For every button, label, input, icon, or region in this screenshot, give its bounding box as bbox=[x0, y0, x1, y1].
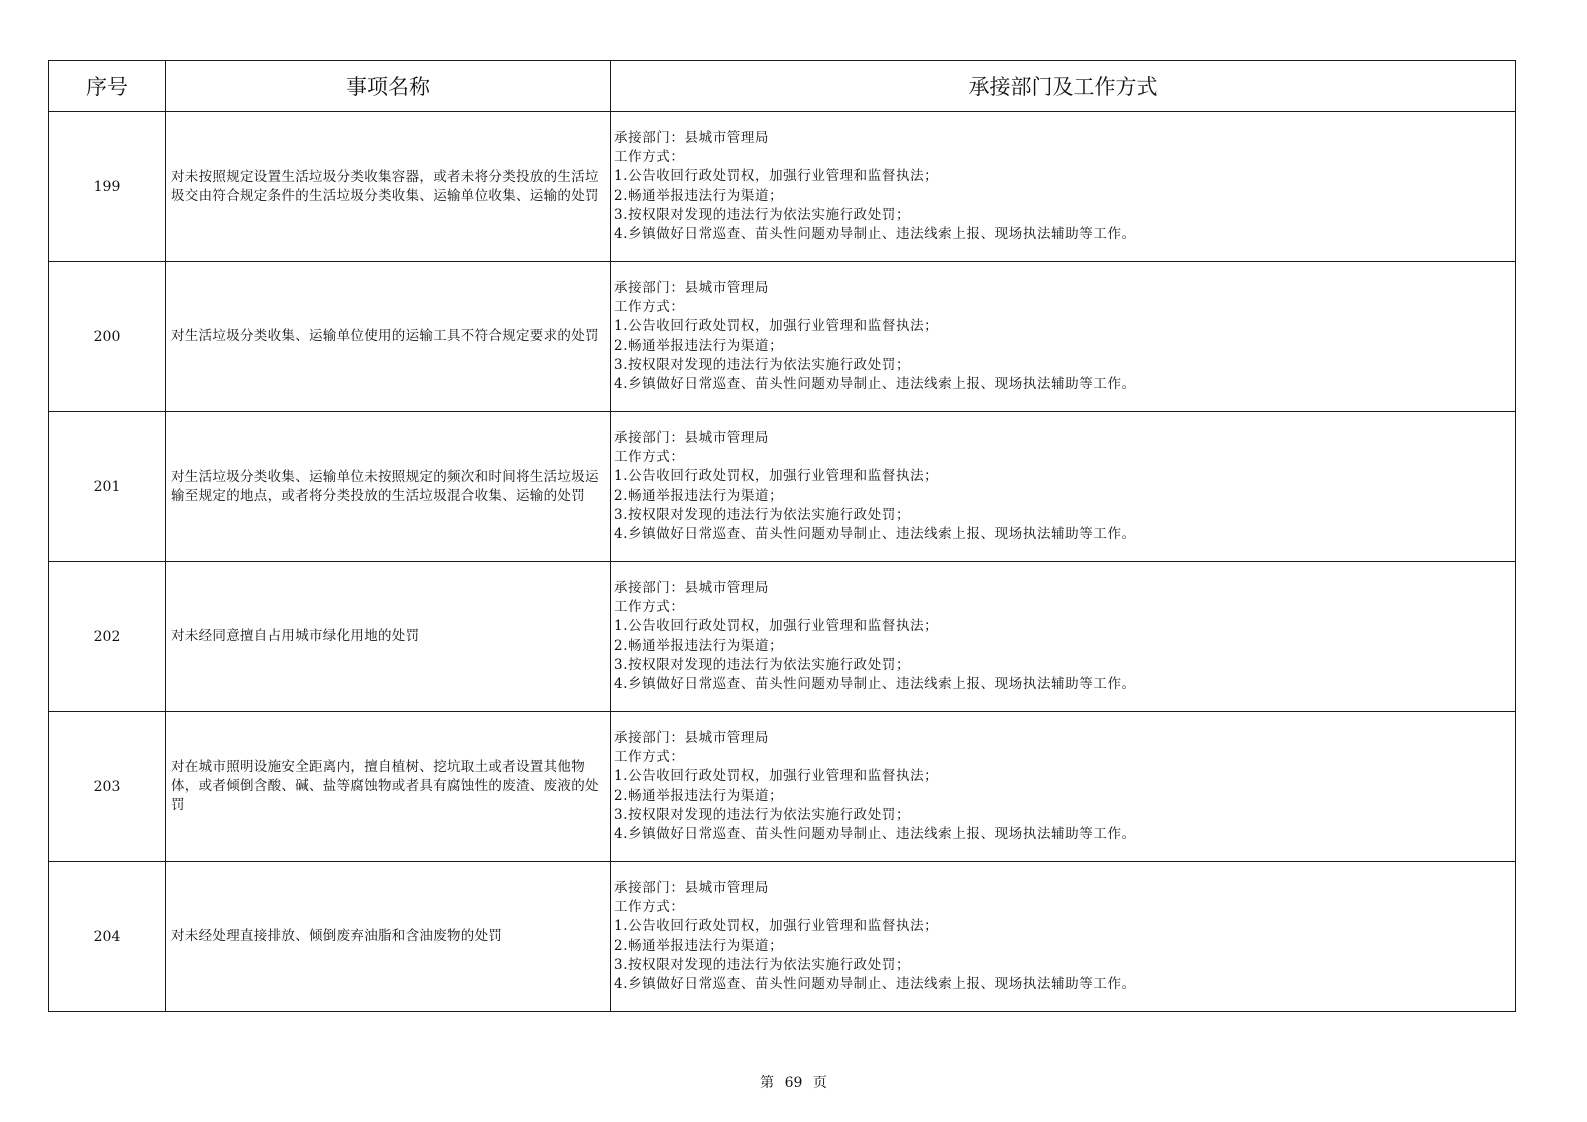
method-label: 工作方式： bbox=[614, 448, 685, 465]
header-name: 事项名称 bbox=[166, 61, 611, 112]
method-step-3: 3.按权限对发现的违法行为依法实施行政处罚； bbox=[614, 506, 911, 523]
header-method: 承接部门及工作方式 bbox=[611, 61, 1516, 112]
method-step-1: 1.公告收回行政处罚权，加强行业管理和监督执法； bbox=[614, 168, 939, 185]
page-number bbox=[0, 1072, 1587, 1092]
row-item-name: 对生活垃圾分类收集、运输单位未按照规定的频次和时间将生活垃圾运输至规定的地点，或者将分类投放的生活垃圾混合收集、运输的处罚 bbox=[166, 412, 611, 562]
method-step-1: 1.公告收回行政处罚权，加强行业管理和监督执法； bbox=[614, 618, 939, 635]
method-step-3: 3.按权限对发现的违法行为依法实施行政处罚； bbox=[614, 356, 911, 373]
row-item-name: 对未经同意擅自占用城市绿化用地的处罚 bbox=[166, 562, 611, 712]
method-step-4: 4.乡镇做好日常巡查、苗头性问题劝导制止、违法线索上报、现场执法辅助等工作。 bbox=[614, 376, 1136, 393]
method-step-1: 1.公告收回行政处罚权，加强行业管理和监督执法； bbox=[614, 318, 939, 335]
method-department: 承接部门：县城市管理局 bbox=[614, 879, 770, 896]
method-step-2: 2.畅通举报违法行为渠道； bbox=[614, 937, 784, 954]
table-row bbox=[49, 712, 1516, 862]
method-step-3: 3.按权限对发现的违法行为依法实施行政处罚； bbox=[614, 956, 911, 973]
method-label: 工作方式： bbox=[614, 598, 685, 615]
method-department: 承接部门：县城市管理局 bbox=[614, 129, 770, 146]
method-step-4: 4.乡镇做好日常巡查、苗头性问题劝导制止、违法线索上报、现场执法辅助等工作。 bbox=[614, 826, 1136, 843]
table-row bbox=[49, 262, 1516, 412]
row-no: 204 bbox=[49, 862, 166, 1012]
method-step-2: 2.畅通举报违法行为渠道； bbox=[614, 487, 784, 504]
method-step-1: 1.公告收回行政处罚权，加强行业管理和监督执法； bbox=[614, 918, 939, 935]
row-item-name: 对在城市照明设施安全距离内，擅自植树、挖坑取土或者设置其他物体，或者倾倒含酸、碱、盐等腐蚀物或者具有腐蚀性的废渣、废液的处罚 bbox=[166, 712, 611, 862]
method-step-4: 4.乡镇做好日常巡查、苗头性问题劝导制止、违法线索上报、现场执法辅助等工作。 bbox=[614, 526, 1136, 543]
row-no: 200 bbox=[49, 262, 166, 412]
items-table bbox=[48, 60, 1516, 1012]
row-no: 203 bbox=[49, 712, 166, 862]
method-step-4: 4.乡镇做好日常巡查、苗头性问题劝导制止、违法线索上报、现场执法辅助等工作。 bbox=[614, 976, 1136, 993]
page-number-suffix: 页 bbox=[812, 1075, 827, 1091]
method-step-1: 1.公告收回行政处罚权，加强行业管理和监督执法； bbox=[614, 768, 939, 785]
method-step-4: 4.乡镇做好日常巡查、苗头性问题劝导制止、违法线索上报、现场执法辅助等工作。 bbox=[614, 676, 1136, 693]
method-label: 工作方式： bbox=[614, 898, 685, 915]
method-step-2: 2.畅通举报违法行为渠道； bbox=[614, 637, 784, 654]
row-item-name: 对未经处理直接排放、倾倒废弃油脂和含油废物的处罚 bbox=[166, 862, 611, 1012]
method-step-2: 2.畅通举报违法行为渠道； bbox=[614, 787, 784, 804]
page-number-value: 69 bbox=[784, 1075, 803, 1091]
method-label: 工作方式： bbox=[614, 298, 685, 315]
method-step-3: 3.按权限对发现的违法行为依法实施行政处罚； bbox=[614, 656, 911, 673]
method-step-3: 3.按权限对发现的违法行为依法实施行政处罚； bbox=[614, 206, 911, 223]
page-number-prefix: 第 bbox=[760, 1075, 775, 1091]
header-row bbox=[49, 61, 1516, 112]
method-department: 承接部门：县城市管理局 bbox=[614, 729, 770, 746]
method-department: 承接部门：县城市管理局 bbox=[614, 279, 770, 296]
table-row bbox=[49, 562, 1516, 712]
method-label: 工作方式： bbox=[614, 748, 685, 765]
method-label: 工作方式： bbox=[614, 148, 685, 165]
row-method bbox=[611, 262, 1516, 412]
row-no: 202 bbox=[49, 562, 166, 712]
table-row bbox=[49, 112, 1516, 262]
row-method bbox=[611, 412, 1516, 562]
method-step-3: 3.按权限对发现的违法行为依法实施行政处罚； bbox=[614, 806, 911, 823]
method-department: 承接部门：县城市管理局 bbox=[614, 579, 770, 596]
row-method bbox=[611, 712, 1516, 862]
row-no: 199 bbox=[49, 112, 166, 262]
row-item-name: 对生活垃圾分类收集、运输单位使用的运输工具不符合规定要求的处罚 bbox=[166, 262, 611, 412]
row-method bbox=[611, 862, 1516, 1012]
row-method bbox=[611, 562, 1516, 712]
method-department: 承接部门：县城市管理局 bbox=[614, 429, 770, 446]
method-step-4: 4.乡镇做好日常巡查、苗头性问题劝导制止、违法线索上报、现场执法辅助等工作。 bbox=[614, 226, 1136, 243]
method-step-2: 2.畅通举报违法行为渠道； bbox=[614, 337, 784, 354]
method-step-2: 2.畅通举报违法行为渠道； bbox=[614, 187, 784, 204]
header-no: 序号 bbox=[49, 61, 166, 112]
table-row bbox=[49, 862, 1516, 1012]
row-method bbox=[611, 112, 1516, 262]
table-row bbox=[49, 412, 1516, 562]
method-step-1: 1.公告收回行政处罚权，加强行业管理和监督执法； bbox=[614, 468, 939, 485]
row-item-name: 对未按照规定设置生活垃圾分类收集容器，或者未将分类投放的生活垃圾交由符合规定条件的生活垃圾分类收集、运输单位收集、运输的处罚 bbox=[166, 112, 611, 262]
row-no: 201 bbox=[49, 412, 166, 562]
